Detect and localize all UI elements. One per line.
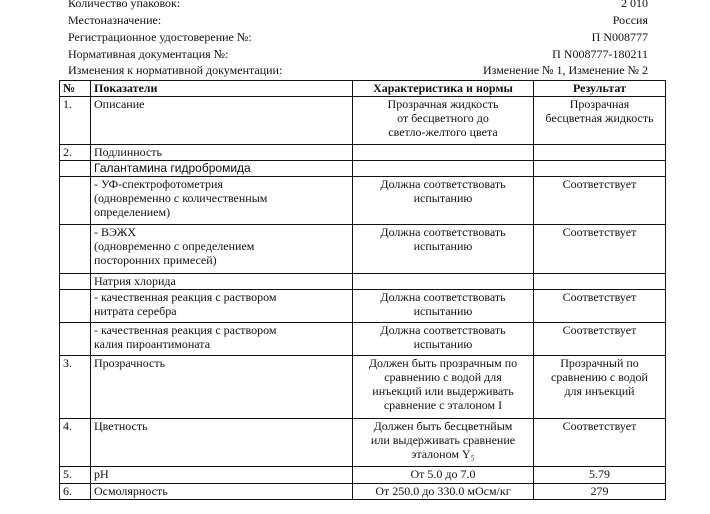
row-number: 2. [60, 145, 91, 161]
row-spec: Должен быть прозрачным по сравнению с водой для инъекций или выдерживать сравнение с эталоном I [353, 356, 534, 419]
row-number [60, 274, 91, 290]
row-result: Прозрачная бесцветная жидкость [534, 97, 666, 145]
row-spec: От 5.0 до 7.0 [353, 467, 534, 484]
meta-value: П N008777 [591, 30, 648, 44]
table-row [60, 97, 666, 145]
row-indicator: - ВЭЖХ (одновременно с определением посторонних примесей) [91, 225, 353, 274]
row-number: 3. [60, 356, 91, 419]
row-result: 279 [534, 484, 666, 500]
meta-row-normative-doc [0, 47, 710, 62]
meta-row-quantity [0, 0, 710, 11]
row-indicator: - качественная реакция с раствором калия пироантимоната [91, 323, 353, 356]
table-row [60, 467, 666, 484]
meta-row-changes [0, 63, 710, 78]
row-spec [353, 145, 534, 161]
row-spec [353, 274, 534, 290]
meta-label: Местоназначение: [68, 13, 162, 27]
row-number [60, 290, 91, 323]
row-indicator: pH [91, 467, 353, 484]
meta-value: Россия [612, 13, 648, 27]
meta-row-destination [0, 13, 710, 28]
row-number [60, 225, 91, 274]
row-result [534, 274, 666, 290]
meta-value: Изменение № 1, Изменение № 2 [482, 63, 648, 77]
table-row [60, 225, 666, 274]
row-indicator: Осмолярность [91, 484, 353, 500]
row-result: Соответствует [534, 290, 666, 323]
row-result: Соответствует [534, 323, 666, 356]
table-header-row [60, 81, 666, 97]
table-row [60, 177, 666, 225]
table-row [60, 274, 666, 290]
row-indicator: Описание [91, 97, 353, 145]
meta-label: Изменения к нормативной документации: [68, 63, 283, 77]
meta-label: Нормативная документация №: [68, 47, 229, 61]
row-number: 4. [60, 419, 91, 467]
meta-label: Количество упаковок: [68, 0, 181, 10]
row-number [60, 161, 91, 177]
row-result: Прозрачный по сравнению с водой для инъекций [534, 356, 666, 419]
meta-value: П N008777-180211 [552, 47, 648, 61]
row-indicator: Цветность [91, 419, 353, 467]
table-row [60, 484, 666, 500]
header-number: № [60, 81, 91, 97]
meta-label: Регистрационное удостоверение №: [68, 30, 252, 44]
row-number [60, 177, 91, 225]
header-spec: Характеристика и нормы [353, 81, 534, 97]
table-row [60, 290, 666, 323]
row-indicator: Прозрачность [91, 356, 353, 419]
meta-value: 2 010 [621, 0, 648, 10]
table-row [60, 323, 666, 356]
row-result [534, 145, 666, 161]
row-number: 1. [60, 97, 91, 145]
row-spec: От 250.0 до 330.0 мОсм/кг [353, 484, 534, 500]
row-indicator: - УФ-спектрофотометрия (одновременно с количественным определением) [91, 177, 353, 225]
table-row [60, 145, 666, 161]
row-spec: Должна соответствовать испытанию [353, 177, 534, 225]
row-indicator: Галантамина гидробромида [91, 161, 353, 177]
row-spec: Должна соответствовать испытанию [353, 323, 534, 356]
row-indicator: Натрия хлорида [91, 274, 353, 290]
row-spec: Должна соответствовать испытанию [353, 290, 534, 323]
row-spec [353, 161, 534, 177]
row-result [534, 161, 666, 177]
row-spec: Должен быть бесцветнйым или выдерживать сравнение эталоном Y₅ [353, 419, 534, 467]
row-spec: Должна соответствовать испытанию [353, 225, 534, 274]
row-indicator: Подлинность [91, 145, 353, 161]
row-result: Соответствует [534, 177, 666, 225]
header-result: Результат [534, 81, 666, 97]
meta-row-registration [0, 30, 710, 45]
row-number: 5. [60, 467, 91, 484]
row-indicator: - качественная реакция с раствором нитрата серебра [91, 290, 353, 323]
header-indicator: Показатели [91, 81, 353, 97]
table-row [60, 356, 666, 419]
row-spec: Прозрачная жидкость от бесцветного до светло-желтого цвета [353, 97, 534, 145]
table-row [60, 161, 666, 177]
row-result: Соответствует [534, 419, 666, 467]
specification-table [59, 80, 666, 500]
row-number [60, 323, 91, 356]
row-result: 5.79 [534, 467, 666, 484]
table-row [60, 419, 666, 467]
row-result: Соответствует [534, 225, 666, 274]
row-number: 6. [60, 484, 91, 500]
